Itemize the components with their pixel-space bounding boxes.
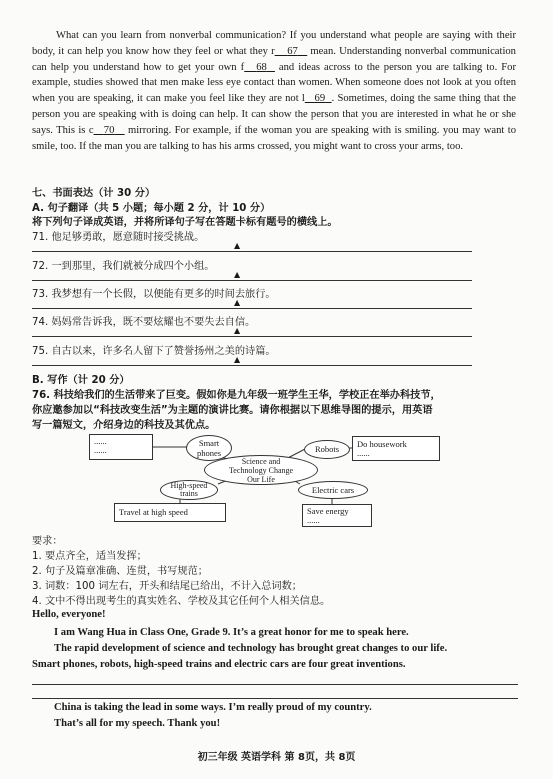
mindmap-center: Science and Technology Change Our Life (204, 455, 318, 485)
blank-70: 70 (103, 124, 115, 136)
triangle-marker: ▲ (234, 326, 241, 335)
requirement-item: 1. 要点齐全，适当发挥； (32, 551, 147, 562)
essay-line: I am Wang Hua in Class One, Grade 9. It’s a great honor for me to speak here. (54, 627, 409, 638)
translation-item-73: 73. 我梦想有一个长假，以便能有更多的时间去旅行。 (32, 289, 276, 300)
blank-68: 68 (256, 61, 267, 73)
essay-line: The rapid development of science and technology has brought great changes to our life. (54, 643, 448, 654)
essay-greeting: Hello, everyone! (32, 609, 106, 620)
triangle-marker: ▲ (234, 241, 241, 250)
mindmap-node-smart-phones: Smart phones (186, 435, 232, 461)
triangle-marker: ▲ (234, 298, 241, 307)
writing-prompt-line-3: 写一篇短文，介绍身边的科技及其优点。 (32, 420, 216, 431)
essay-line: China is taking the lead in some ways. I’m really proud of my country. (54, 702, 372, 713)
mindmap-node-high-speed-trains: High-speed trains (160, 480, 218, 500)
mindmap-box-energy: Save energy ...... (302, 504, 372, 527)
mindmap-node-robots: Robots (304, 440, 350, 459)
part-a-instructions: 将下列句子译成英语，并将所译句子写在答题卡标有题号的横线上。 (32, 217, 338, 228)
triangle-marker: ▲ (234, 355, 241, 364)
reading-passage: What can you learn from nonverbal communication? If you understand what people are saying with their body, it can help you know how they feel or what they r 67 mean. Understanding nonverbal communication can help you understand how to get your own f 68 and ideas across to the person you are talking to. For example, studies showed that men make less eye contact than women. When someone does not look at you often when you are speaking, it can make you feel like they are not l 69 . Sometimes, doing the same thing that the person you are speaking with is doing can help. It can show the person that you are interested in what he or she says. This is c 70 mirroring. For example, if the woman you are speaking with is smiling. you may want to smile, too. If the man you are talking to has his arms crossed, you might want to cross your arms, too. (32, 30, 517, 152)
translation-item-75: 75. 自古以来，许多名人留下了赞誉扬州之美的诗篇。 (32, 346, 276, 357)
essay-line: Smart phones, robots, high-speed trains and electric cars are four great inventions. (32, 659, 406, 670)
requirements-title: 要求： (32, 536, 63, 547)
translation-item-72: 72. 一到那里，我们就被分成四个小组。 (32, 261, 215, 272)
writing-line (32, 684, 518, 685)
requirement-item: 4. 文中不得出现考生的真实姓名、学校及其它任何个人相关信息。 (32, 596, 331, 607)
translation-item-71: 71. 他足够勇敢，愿意随时接受挑战。 (32, 232, 205, 243)
part-a-title: A. 句子翻译（共 5 小题；每小题 2 分，计 10 分） (32, 203, 271, 214)
writing-prompt-line-2: 你应邀参加以“科技改变生活”为主题的演讲比赛。请你根据以下思维导图的提示，用英语 (32, 405, 433, 416)
part-b-title: B. 写作（计 20 分） (32, 375, 130, 386)
requirement-item: 3. 词数：100 词左右，开头和结尾已给出，不计入总词数； (32, 581, 302, 592)
blank-69: 69 (314, 93, 326, 105)
page-footer: 初三年级 英语学科 第 8页，共 8页 (197, 752, 356, 763)
writing-line (32, 698, 518, 699)
translation-item-74: 74. 妈妈常告诉我，既不要炫耀也不要失去自信。 (32, 317, 256, 328)
writing-prompt-line-1: 76. 科技给我们的生活带来了巨变。假如你是九年级一班学生王华，学校正在举办科技节， (32, 390, 441, 401)
triangle-marker: ▲ (234, 270, 241, 279)
mindmap-blank-box: ...... ...... (89, 434, 153, 460)
blank-67: 67 (287, 45, 298, 57)
mindmap-box-travel: Travel at high speed (114, 503, 226, 522)
section-title: 七、书面表达（计 30 分） (32, 188, 156, 199)
requirement-item: 2. 句子及篇章准确、连贯，书写规范； (32, 566, 208, 577)
essay-closing: That’s all for my speech. Thank you! (54, 718, 221, 729)
mindmap-box-housework: Do housework ...... (352, 436, 440, 461)
mindmap-node-electric-cars: Electric cars (298, 481, 368, 499)
